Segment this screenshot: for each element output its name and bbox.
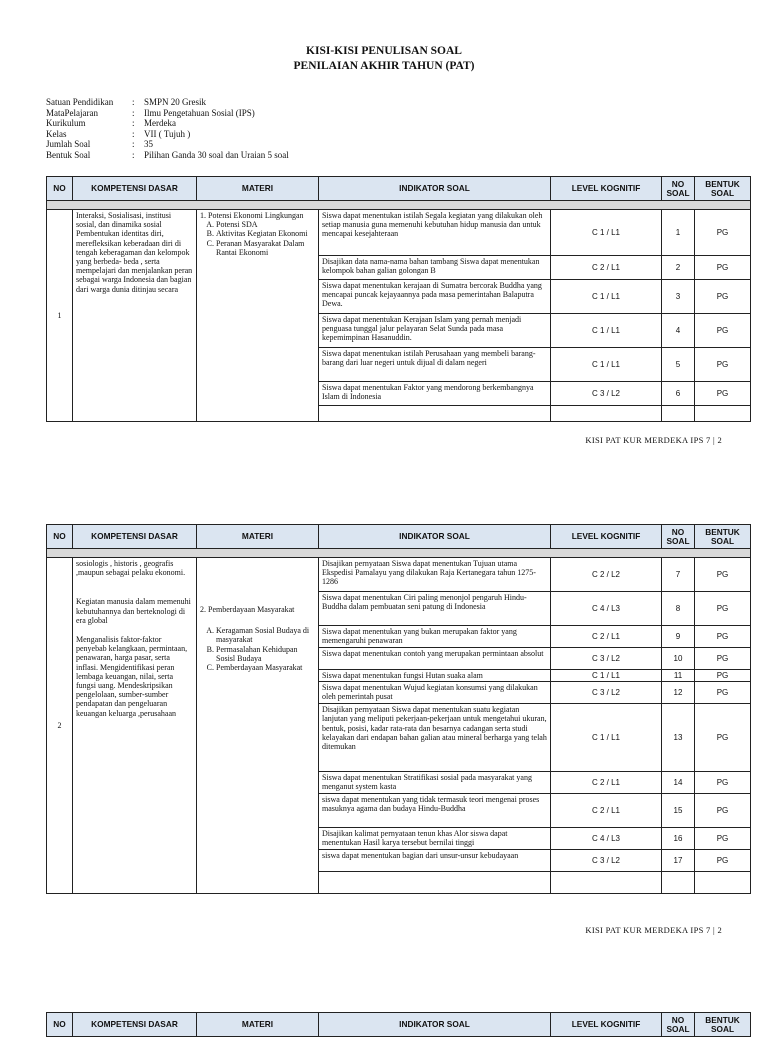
materi-item: B. Aktivitas Kegiatan Ekonomi [216, 229, 315, 238]
materi-list [200, 220, 315, 257]
no-soal-cell: 10 [662, 648, 695, 670]
info-colon: : [132, 128, 135, 139]
doc-title-line2: PENILAIAN AKHIR TAHUN (PAT) [293, 60, 475, 72]
indikator-cell: Disajikan pernyataan Siswa dapat menentukan suatu kegiatan lanjutan yang meliputi pekerjaan-pekerjaan untuk mengetahui ukuran, bentuk, posisi, kadar rata-rata dan besarnya cadangan serta studi kelayakan dari endapan bahan galian atau mineral berharga yang telah ditemukan [319, 704, 551, 772]
indikator-cell: Siswa dapat menentukan istilah Perusahaan yang membeli barang-barang dari luar negeri untuk dijual di dalam negeri [319, 348, 551, 382]
materi-item: B. Permasalahan Kehidupan Sosisl Budaya [216, 645, 315, 663]
header-level: LEVEL KOGNITIF [551, 177, 662, 201]
table-header-row [47, 1013, 751, 1037]
no-soal-cell: 1 [662, 210, 695, 256]
info-label: Kurikulum [46, 118, 86, 129]
info-label: MataPelajaran [46, 107, 98, 118]
info-colon: : [132, 97, 135, 107]
level-cell: C 2 / L1 [551, 626, 662, 648]
no-soal-cell: 2 [662, 256, 695, 280]
header-no-soal: NO SOAL [662, 525, 695, 549]
info-colon: : [132, 149, 135, 160]
header-kd: KOMPETENSI DASAR [73, 177, 197, 201]
level-cell-empty [551, 872, 662, 894]
no-soal-cell: 6 [662, 382, 695, 406]
identity-block [46, 97, 289, 161]
info-value: Ilmu Pengetahuan Sosial (IPS) [144, 107, 255, 118]
indikator-cell-empty [319, 872, 551, 894]
indikator-cell: Siswa dapat menentukan Ciri paling menonjol pengaruh Hindu-Buddha dalam pembuatan seni patung di Indonesia [319, 592, 551, 626]
info-row [46, 118, 289, 129]
level-cell-empty [551, 406, 662, 422]
bentuk-cell: PG [695, 648, 751, 670]
bentuk-cell: PG [695, 794, 751, 828]
kisi-table-3 [46, 1012, 751, 1037]
info-value: 35 [144, 139, 153, 150]
kompetensi-dasar [73, 558, 197, 894]
indikator-cell: Siswa dapat menentukan fungsi Hutan suaka alam [319, 670, 551, 682]
level-cell: C 4 / L3 [551, 592, 662, 626]
level-cell: C 3 / L2 [551, 682, 662, 704]
materi-cell [197, 558, 319, 894]
table-row [47, 558, 751, 592]
header-indikator: INDIKATOR SOAL [319, 525, 551, 549]
info-label: Jumlah Soal [46, 139, 91, 150]
kisi-table-2 [46, 524, 751, 894]
info-value: Merdeka [144, 118, 176, 129]
header-indikator: INDIKATOR SOAL [319, 1013, 551, 1037]
info-row [46, 108, 289, 119]
bentuk-cell: PG [695, 280, 751, 314]
level-cell: C 4 / L3 [551, 828, 662, 850]
materi-title: 1. Potensi Ekonomi Lingkungan [200, 211, 304, 220]
header-kd: KOMPETENSI DASAR [73, 1013, 197, 1037]
indikator-cell: Disajikan kalimat pernyataan tenun khas Alor siswa dapat menentukan Hasil karya tersebut bernilai tinggi [319, 828, 551, 850]
no-soal-cell: 16 [662, 828, 695, 850]
header-level: LEVEL KOGNITIF [551, 525, 662, 549]
info-value: VII ( Tujuh ) [144, 128, 191, 139]
indikator-cell: Siswa dapat menentukan Stratifikasi sosial pada masyarakat yang menganut system kasta [319, 772, 551, 794]
indikator-cell: Disajikan data nama-nama bahan tambang Siswa dapat menentukan kelompok bahan galian golongan B [319, 256, 551, 280]
indikator-cell: Disajikan pernyataan Siswa dapat menentukan Tujuan utama Ekspedisi Pamalayu yang dilakukan Raja Kertanegara tahun 1275-1286 [319, 558, 551, 592]
info-label: Bentuk Soal [46, 149, 91, 160]
header-materi: MATERI [197, 525, 319, 549]
indikator-cell: Siswa dapat menentukan kerajaan di Sumatra bercorak Buddha yang mencapai puncak kejayaannya pada masa pemerintahan Balaputra Dewa. [319, 280, 551, 314]
info-row [46, 129, 289, 140]
no-soal-cell: 8 [662, 592, 695, 626]
bentuk-cell-empty [695, 406, 751, 422]
level-cell: C 3 / L2 [551, 648, 662, 670]
no-soal-cell-empty [662, 406, 695, 422]
kd-paragraph: Kegiatan manusia dalam memenuhi kebutuhannya dan berteknologi di era global [76, 597, 191, 625]
no-soal-cell: 17 [662, 850, 695, 872]
header-bentuk: BENTUK SOAL [695, 525, 751, 549]
section-no: 2 [47, 558, 73, 894]
indikator-cell: Siswa dapat menentukan contoh yang merupakan permintaan absolut [319, 648, 551, 670]
header-no-soal: NO SOAL [662, 1013, 695, 1037]
kisi-table-1 [46, 176, 751, 422]
bentuk-cell: PG [695, 558, 751, 592]
level-cell: C 2 / L1 [551, 256, 662, 280]
indikator-cell: siswa dapat menentukan yang tidak termasuk teori mengenai proses masuknya agama dan budaya Hindu-Buddha [319, 794, 551, 828]
info-colon: : [132, 107, 135, 118]
level-cell: C 1 / L1 [551, 670, 662, 682]
page-footer: KISI PAT KUR MERDEKA IPS 7 | 2 [585, 925, 722, 935]
header-materi: MATERI [197, 177, 319, 201]
bentuk-cell: PG [695, 626, 751, 648]
bentuk-cell: PG [695, 682, 751, 704]
no-soal-cell: 5 [662, 348, 695, 382]
level-cell: C 2 / L1 [551, 772, 662, 794]
info-row [46, 97, 289, 108]
bentuk-cell: PG [695, 592, 751, 626]
indikator-cell: Siswa dapat menentukan Kerajaan Islam yang pernah menjadi penguasa tunggal jalur pelayaran Selat Sunda pada masa kepemimpinan Hasanuddin. [319, 314, 551, 348]
header-no: NO [47, 525, 73, 549]
bentuk-cell: PG [695, 210, 751, 256]
kd-paragraph: sosiologis , historis , geografis ,maupun sebagai pelaku ekonomi. [76, 559, 186, 578]
header-no: NO [47, 1013, 73, 1037]
level-cell: C 1 / L1 [551, 348, 662, 382]
info-label: Satuan Pendidikan [46, 97, 114, 107]
indikator-cell: Siswa dapat menentukan yang bukan merupakan faktor yang memengaruhi penawaran [319, 626, 551, 648]
bentuk-cell: PG [695, 670, 751, 682]
spacer-row [47, 549, 751, 558]
header-indikator: INDIKATOR SOAL [319, 177, 551, 201]
info-row [46, 139, 289, 150]
info-label: Kelas [46, 128, 67, 139]
table-row [47, 210, 751, 256]
indikator-cell: siswa dapat menentukan bagian dari unsur-unsur kebudayaan [319, 850, 551, 872]
indikator-cell: Siswa dapat menentukan Wujud kegiatan konsumsi yang dilakukan oleh pemerintah pusat [319, 682, 551, 704]
materi-title: 2. Pemberdayaan Masyarakat [200, 605, 295, 614]
kompetensi-dasar: Interaksi, Sosialisasi, institusi sosial, dan dinamika sosial Pembentukan identitas diri, merefleksikan keberadaan diri di tengah keberagaman dan kelompok yang berbeda- beda , serta mempelajari dan menjalankan peran sebagai warga Indonesia dan bagian dari warga dunia ditinjau secara [73, 210, 197, 422]
no-soal-cell: 11 [662, 670, 695, 682]
materi-item: C. Pemberdayaan Masyarakat [216, 663, 315, 672]
no-soal-cell: 3 [662, 280, 695, 314]
bentuk-cell: PG [695, 850, 751, 872]
bentuk-cell: PG [695, 772, 751, 794]
no-soal-cell: 9 [662, 626, 695, 648]
info-colon: : [132, 118, 135, 129]
materi-cell [197, 210, 319, 422]
level-cell: C 1 / L1 [551, 280, 662, 314]
indikator-cell-empty [319, 406, 551, 422]
bentuk-cell: PG [695, 348, 751, 382]
bentuk-cell: PG [695, 704, 751, 772]
no-soal-cell: 13 [662, 704, 695, 772]
no-soal-cell: 14 [662, 772, 695, 794]
no-soal-cell: 4 [662, 314, 695, 348]
bentuk-cell: PG [695, 256, 751, 280]
bentuk-cell: PG [695, 828, 751, 850]
header-kd: KOMPETENSI DASAR [73, 525, 197, 549]
materi-item: A. Potensi SDA [216, 220, 315, 229]
indikator-cell: Siswa dapat menentukan Faktor yang mendorong berkembangnya Islam di Indonesia [319, 382, 551, 406]
materi-list [200, 626, 315, 672]
bentuk-cell: PG [695, 382, 751, 406]
section-no: 1 [47, 210, 73, 422]
header-bentuk: BENTUK SOAL [695, 1013, 751, 1037]
header-bentuk: BENTUK SOAL [695, 177, 751, 201]
header-no-soal: NO SOAL [662, 177, 695, 201]
no-soal-cell: 15 [662, 794, 695, 828]
kd-paragraph: Menganalisis faktor-faktor penyebab kelangkaan, permintaan, penawaran, harga pasar, serta inflasi. Mengidentifikasi peran lembaga keuangan, nilai, serta fungsi uang. Mendeskripsikan pengelolaan, sumber-sumber pendapatan dan pengeluaran keuangan keluarga ,perusahaan [76, 635, 188, 718]
info-value: SMPN 20 Gresik [144, 97, 207, 107]
level-cell: C 1 / L1 [551, 210, 662, 256]
level-cell: C 2 / L1 [551, 794, 662, 828]
no-soal-cell: 12 [662, 682, 695, 704]
table-header-row [47, 177, 751, 201]
page-footer: KISI PAT KUR MERDEKA IPS 7 | 2 [585, 435, 722, 445]
info-value: Pilihan Ganda 30 soal dan Uraian 5 soal [144, 149, 289, 160]
materi-item: A. Keragaman Sosial Budaya di masyarakat [216, 626, 315, 644]
header-level: LEVEL KOGNITIF [551, 1013, 662, 1037]
level-cell: C 3 / L2 [551, 382, 662, 406]
header-no: NO [47, 177, 73, 201]
level-cell: C 2 / L2 [551, 558, 662, 592]
level-cell: C 1 / L1 [551, 704, 662, 772]
bentuk-cell-empty [695, 872, 751, 894]
info-colon: : [132, 139, 135, 150]
spacer-row [47, 201, 751, 210]
info-row [46, 150, 289, 161]
indikator-cell: Siswa dapat menentukan istilah Segala kegiatan yang dilakukan oleh setiap manusia guna memenuhi kebutuhan hidup manusia dan untuk mencapai kesejahteraan [319, 210, 551, 256]
no-soal-cell-empty [662, 872, 695, 894]
no-soal-cell: 7 [662, 558, 695, 592]
level-cell: C 3 / L2 [551, 850, 662, 872]
table-header-row [47, 525, 751, 549]
materi-item: C. Peranan Masyarakat Dalam Rantai Ekonomi [216, 239, 315, 257]
level-cell: C 1 / L1 [551, 314, 662, 348]
bentuk-cell: PG [695, 314, 751, 348]
header-materi: MATERI [197, 1013, 319, 1037]
doc-title-line1: KISI-KISI PENULISAN SOAL [306, 45, 462, 57]
